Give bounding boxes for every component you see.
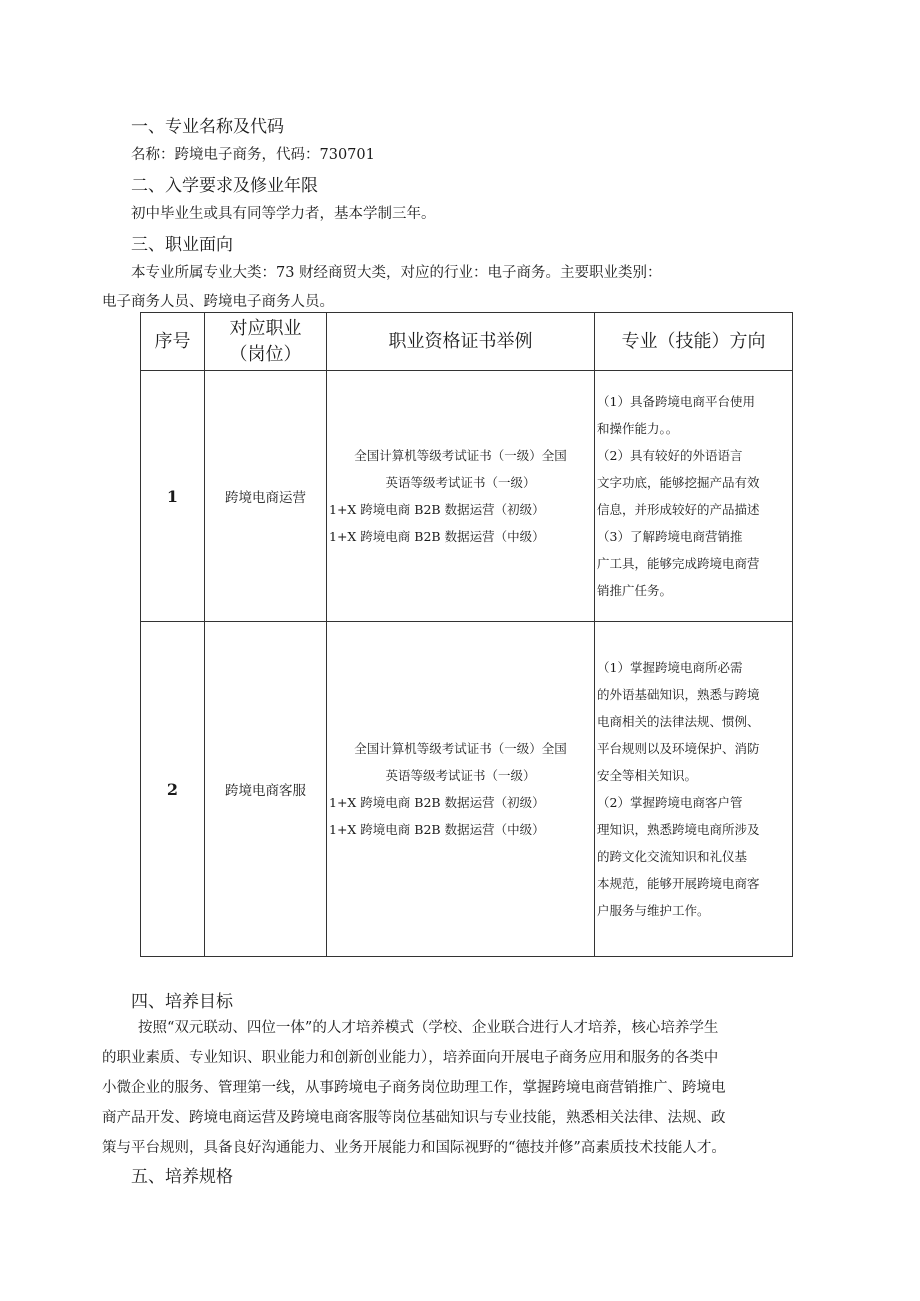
section-3-title: 三、职业面向 bbox=[131, 235, 233, 255]
dir-line: 理知识，熟悉跨境电商所涉及 bbox=[597, 822, 760, 837]
cert-line: 英语等级考试证书（一级） bbox=[385, 475, 536, 490]
cert-line: 英语等级考试证书（一级） bbox=[385, 768, 536, 783]
career-table bbox=[140, 312, 793, 957]
dir-line: 电商相关的法律法规、惯例、 bbox=[597, 714, 760, 729]
table-row bbox=[141, 371, 793, 622]
dir-line: 和操作能力。。 bbox=[597, 421, 679, 436]
dir-line: （1）具备跨境电商平台使用 bbox=[597, 394, 755, 409]
dir-line: （1）掌握跨境电商所必需 bbox=[597, 660, 743, 675]
header-job-line-2: （岗位） bbox=[229, 343, 302, 365]
cert-line: 1+X 跨境电商 B2B 数据运营（初级） bbox=[329, 502, 545, 517]
dir-line: 信息，并形成较好的产品描述 bbox=[597, 502, 760, 517]
dir-line: 平台规则以及环境保护、消防 bbox=[597, 741, 760, 756]
cert-line: 1+X 跨境电商 B2B 数据运营（中级） bbox=[329, 822, 545, 837]
row-1-direction bbox=[595, 371, 793, 622]
row-1-job: 跨境电商运营 bbox=[205, 371, 327, 622]
row-2-direction bbox=[595, 622, 793, 957]
dir-line: 文字功底，能够挖掘产品有效 bbox=[597, 475, 760, 490]
table-header-row bbox=[141, 313, 793, 371]
header-cert: 职业资格证书举例 bbox=[327, 313, 595, 371]
header-job-line-1: 对应职业 bbox=[229, 317, 302, 339]
dir-line: 的外语基础知识，熟悉与跨境 bbox=[597, 687, 760, 702]
row-1-no: 1 bbox=[141, 371, 205, 622]
header-dir: 专业（技能）方向 bbox=[595, 313, 793, 371]
paragraph-line: 的职业素质、专业知识、职业能力和创新创业能力），培养面向开展电子商务应用和服务的各类中 bbox=[102, 1050, 719, 1066]
dir-line: （2）掌握跨境电商客户管 bbox=[597, 795, 743, 810]
section-2-title: 二、入学要求及修业年限 bbox=[131, 176, 318, 196]
dir-line: 广工具，能够完成跨境电商营 bbox=[597, 556, 760, 571]
section-3-text-2: 电子商务人员、跨境电子商务人员。 bbox=[102, 294, 334, 310]
dir-line: （3）了解跨境电商营销推 bbox=[597, 529, 743, 544]
section-2-text: 初中毕业生或具有同等学力者，基本学制三年。 bbox=[131, 206, 436, 222]
dir-line: 本规范，能够开展跨境电商客 bbox=[597, 876, 760, 891]
section-1-title: 一、专业名称及代码 bbox=[131, 117, 284, 137]
paragraph-line: 商产品开发、跨境电商运营及跨境电商客服等岗位基础知识与专业技能，熟悉相关法律、法规、政 bbox=[102, 1110, 726, 1126]
row-2-no: 2 bbox=[141, 622, 205, 957]
dir-line: 安全等相关知识。 bbox=[597, 768, 698, 783]
cert-line: 1+X 跨境电商 B2B 数据运营（初级） bbox=[329, 795, 545, 810]
row-1-certs bbox=[327, 371, 595, 622]
cert-line: 全国计算机等级考试证书（一级）全国 bbox=[354, 448, 567, 463]
row-2-certs bbox=[327, 622, 595, 957]
dir-line: 户服务与维护工作。 bbox=[597, 903, 710, 918]
header-job bbox=[205, 313, 327, 371]
cert-line: 1+X 跨境电商 B2B 数据运营（中级） bbox=[329, 529, 545, 544]
table-row bbox=[141, 622, 793, 957]
cert-line: 全国计算机等级考试证书（一级）全国 bbox=[354, 741, 567, 756]
section-3-text-1: 本专业所属专业大类：73 财经商贸大类，对应的行业：电子商务。主要职业类别： bbox=[131, 265, 662, 281]
section-1-text: 名称：跨境电子商务，代码：730701 bbox=[131, 147, 375, 163]
section-5-title: 五、培养规格 bbox=[131, 1167, 233, 1187]
header-no: 序号 bbox=[141, 313, 205, 371]
section-4-title: 四、培养目标 bbox=[131, 992, 233, 1012]
paragraph-line: 策与平台规则，具备良好沟通能力、业务开展能力和国际视野的“德技并修”高素质技术技能人才。 bbox=[102, 1140, 726, 1156]
dir-line: 销推广任务。 bbox=[597, 583, 673, 598]
paragraph-line: 小微企业的服务、管理第一线，从事跨境电子商务岗位助理工作，掌握跨境电商营销推广、跨境电 bbox=[102, 1080, 726, 1096]
section-4-paragraph bbox=[102, 1013, 832, 1163]
dir-line: （2）具有较好的外语语言 bbox=[597, 448, 743, 463]
row-2-job: 跨境电商客服 bbox=[205, 622, 327, 957]
dir-line: 的跨文化交流知识和礼仪基 bbox=[597, 849, 748, 864]
paragraph-line: 按照“双元联动、四位一体”的人才培养模式（学校、企业联合进行人才培养，核心培养学生 bbox=[138, 1020, 719, 1036]
